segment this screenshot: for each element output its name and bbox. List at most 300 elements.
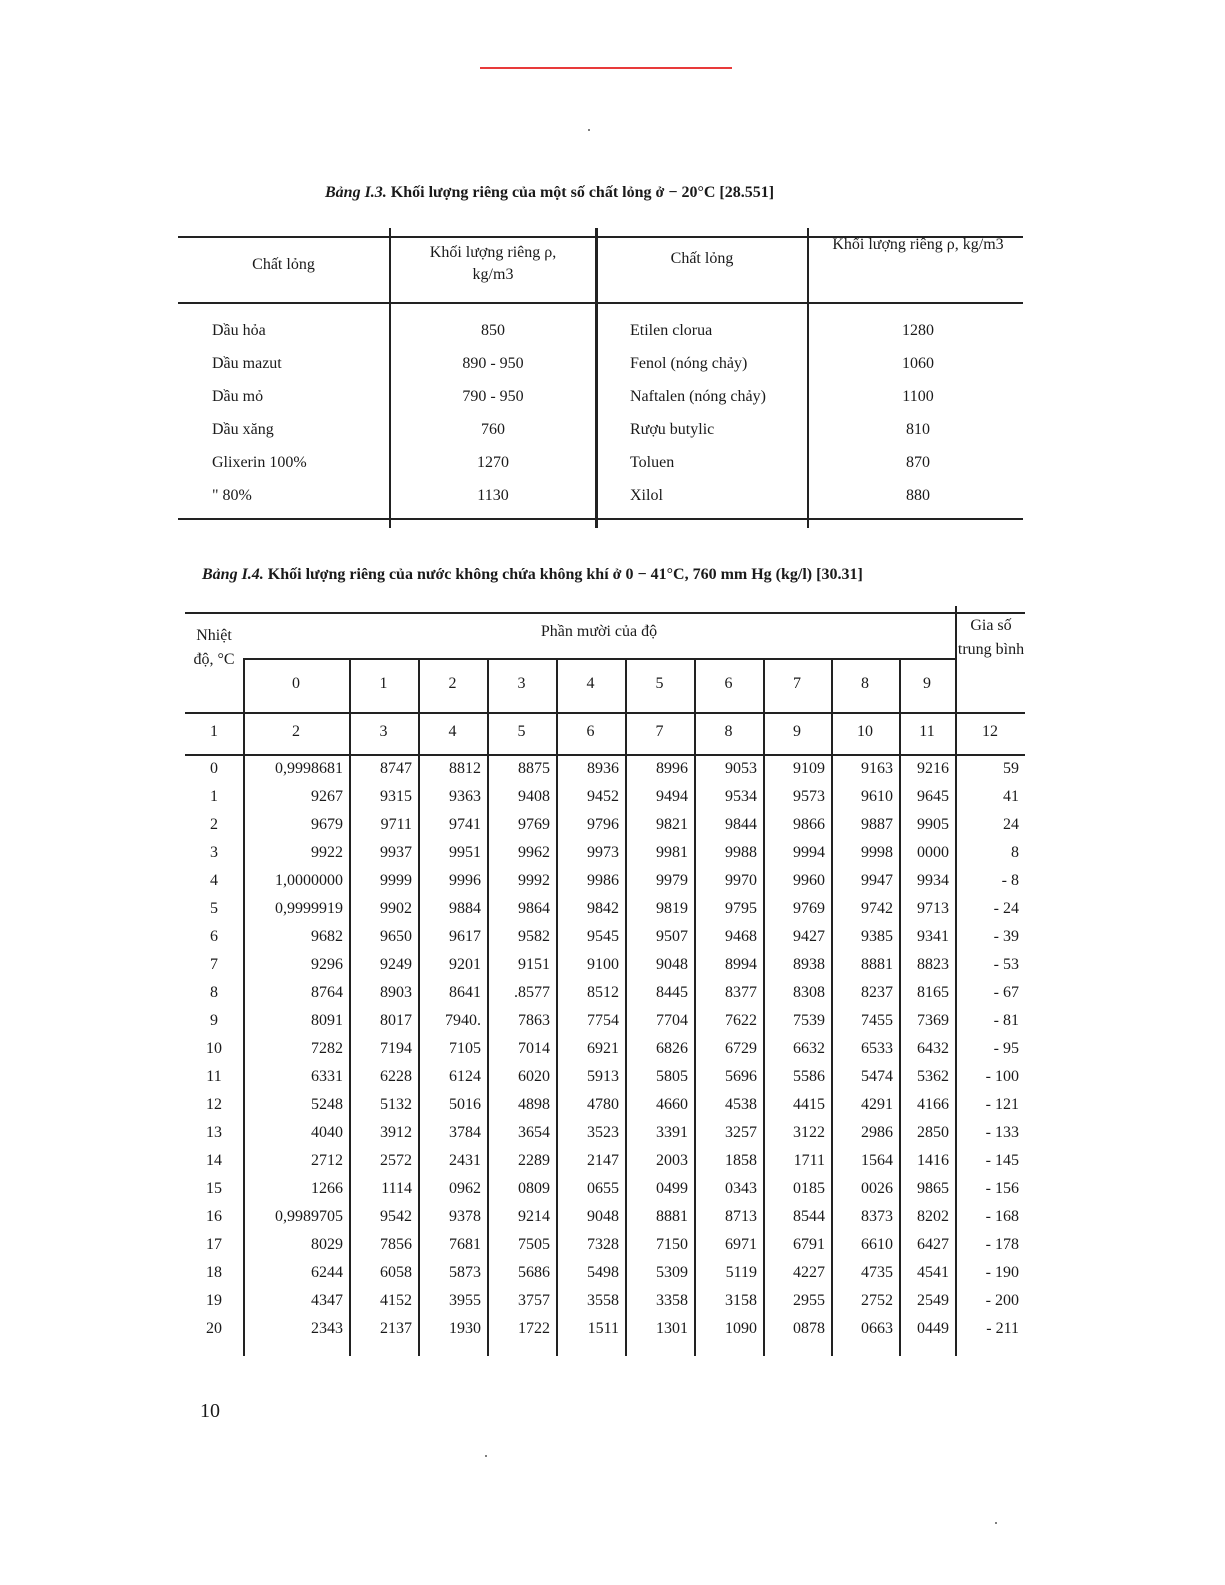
table14-temperature: 2: [210, 816, 218, 833]
table14-density: 1301: [656, 1320, 688, 1337]
table13-header: Khối lượng riêng ρ, kg/m3: [832, 236, 1004, 253]
table14-density: 6331: [311, 1068, 343, 1085]
table14-density: 7704: [656, 1012, 688, 1029]
table13-cell: 1100: [902, 388, 934, 405]
table14-temperature: 10: [206, 1040, 222, 1057]
table14-density: 3912: [380, 1124, 412, 1141]
table14-density: 5498: [587, 1264, 619, 1281]
table14-density: 9937: [380, 844, 412, 861]
table14-density: 7194: [380, 1040, 412, 1057]
table14-increment: - 121: [985, 1096, 1019, 1113]
table14-increment: - 39: [993, 928, 1019, 945]
table14-density: 8017: [380, 1012, 412, 1029]
table14-density: 8373: [861, 1208, 893, 1225]
table14-temperature: 15: [206, 1180, 222, 1197]
table14-density: 2549: [917, 1292, 949, 1309]
table14-increment: 59: [1003, 760, 1019, 777]
table14-density: 4898: [518, 1096, 550, 1113]
table13-caption-text: Khối lượng riêng của một số chất lỏng ở − 20°C [28.551]: [390, 184, 775, 201]
table14-temperature: 1: [210, 788, 218, 805]
table13: [178, 228, 1023, 528]
table14-density: 3122: [793, 1124, 825, 1141]
table13-cell: Naftalen (nóng chảy): [630, 388, 766, 405]
table14-column-number: 4: [448, 723, 457, 740]
speck: [995, 1522, 997, 1524]
table14-increment: - 178: [985, 1236, 1019, 1253]
table14-temperature: 16: [206, 1208, 222, 1225]
table14-density: 2147: [587, 1152, 619, 1169]
table14-density: 8875: [518, 760, 550, 777]
table14-density: 9249: [380, 956, 412, 973]
table14-density: 9742: [861, 900, 893, 917]
table14-density: 8377: [725, 984, 757, 1001]
table14-density: 6020: [518, 1068, 550, 1085]
table13-caption: [325, 184, 774, 202]
table14-column-number: 2: [292, 723, 300, 740]
table14-column-number: 5: [517, 723, 526, 740]
table14-temperature: 14: [206, 1152, 222, 1169]
table14-temperature: 8: [210, 984, 218, 1001]
table14-density: .8577: [514, 984, 550, 1001]
table14-density: 9315: [380, 788, 412, 805]
table14-density: 9865: [917, 1180, 949, 1197]
table14-density: 8713: [725, 1208, 757, 1225]
table14-density: 6791: [793, 1236, 825, 1253]
table14-density: 9962: [518, 844, 550, 861]
table14-density: 0655: [587, 1180, 619, 1197]
table14-header-temp: Nhiệt độ, °C: [193, 627, 235, 668]
table14-column-number: 6: [586, 723, 595, 740]
speck: [588, 129, 590, 131]
table14-density: 5586: [793, 1068, 825, 1085]
table14-density: 0343: [725, 1180, 757, 1197]
table14-density: 1711: [793, 1152, 825, 1169]
table14-density: 3158: [725, 1292, 757, 1309]
table14-density: 9795: [725, 900, 757, 917]
table14-density: 4152: [380, 1292, 412, 1309]
table14-tenth-header: 0: [292, 675, 300, 692]
table14-density: 9992: [518, 872, 550, 889]
table13-cell: " 80%: [212, 487, 252, 504]
table14-density: 8936: [587, 760, 619, 777]
table14-density: 6971: [725, 1236, 757, 1253]
table14-density: 7539: [793, 1012, 825, 1029]
table13-cell: Rượu butylic: [630, 421, 715, 438]
table14-density: 3955: [449, 1292, 481, 1309]
table13-bottom-rule: [178, 518, 1023, 520]
table14-temperature: 18: [206, 1264, 222, 1281]
table14-density: 5248: [311, 1096, 343, 1113]
table13-cell: 760: [481, 421, 505, 438]
table13-cell: 880: [906, 487, 930, 504]
table14-density: 6921: [587, 1040, 619, 1057]
table14-density: 9947: [861, 872, 893, 889]
table13-header-rule: [178, 302, 1023, 304]
table14-density: 9610: [861, 788, 893, 805]
table14-temperature: 20: [206, 1320, 222, 1337]
table14-caption-label: Bảng I.4.: [202, 566, 264, 583]
table14-density: 5913: [587, 1068, 619, 1085]
table14-density: 2712: [311, 1152, 343, 1169]
table14-column-number: 12: [982, 723, 998, 740]
table13-cell: 890 - 950: [462, 355, 524, 372]
table14-density: 9201: [449, 956, 481, 973]
table13-caption-label: Bảng I.3.: [325, 184, 387, 201]
table14: [185, 606, 1025, 1356]
table14-density: 6610: [861, 1236, 893, 1253]
table14-density: 0962: [449, 1180, 481, 1197]
table13-cell: Toluen: [630, 454, 675, 471]
table14-density: 8091: [311, 1012, 343, 1029]
table14-density: 9970: [725, 872, 757, 889]
table14-increment: 41: [1003, 788, 1019, 805]
table14-density: 1090: [725, 1320, 757, 1337]
table14-increment: 24: [1003, 816, 1019, 833]
table14-density: 2955: [793, 1292, 825, 1309]
table14-density: 8881: [861, 956, 893, 973]
table14-density: 3654: [518, 1124, 550, 1141]
table14-density: 1930: [449, 1320, 481, 1337]
table14-tenth-header: 9: [923, 675, 931, 692]
table14-density: 9048: [587, 1208, 619, 1225]
table14-density: 3358: [656, 1292, 688, 1309]
table13-cell: 1130: [477, 487, 509, 504]
speck: [485, 1455, 487, 1457]
table14-density: 5805: [656, 1068, 688, 1085]
table14-density: 8996: [656, 760, 688, 777]
table14-increment: - 67: [993, 984, 1019, 1001]
table14-increment: - 95: [993, 1040, 1019, 1057]
table14-tenth-header: 8: [861, 675, 869, 692]
table13-cell: 870: [906, 454, 930, 471]
table14-density: 9341: [917, 928, 949, 945]
table13-cell: Dầu xăng: [212, 421, 274, 438]
table14-density: 6244: [311, 1264, 343, 1281]
table14-density: 8823: [917, 956, 949, 973]
table14-density: 9998: [861, 844, 893, 861]
table13-cell: 850: [481, 322, 505, 339]
table14-density: 2003: [656, 1152, 688, 1169]
table14-density: 9100: [587, 956, 619, 973]
table13-cell: Xilol: [630, 487, 663, 504]
table14-temperature: 19: [206, 1292, 222, 1309]
table14-density: 4291: [861, 1096, 893, 1113]
table14-density: 9363: [449, 788, 481, 805]
table14-temperature: 5: [210, 900, 218, 917]
table13-cell: Dầu mỏ: [212, 388, 264, 405]
table14-density: 2986: [861, 1124, 893, 1141]
table14-density: 1,0000000: [275, 872, 343, 889]
table14-density: 2289: [518, 1152, 550, 1169]
table14-column-number: 10: [857, 723, 873, 740]
table13-cell: Dầu hỏa: [212, 322, 266, 339]
table14-density: 9986: [587, 872, 619, 889]
table14-density: 7863: [518, 1012, 550, 1029]
table14-density: 6729: [725, 1040, 757, 1057]
table14-density: 9922: [311, 844, 343, 861]
table14-density: 7754: [587, 1012, 619, 1029]
table14-density: 9711: [380, 816, 412, 833]
table13-cell: Fenol (nóng chảy): [630, 355, 748, 372]
table14-density: 4541: [917, 1264, 949, 1281]
table14-density: 0809: [518, 1180, 550, 1197]
table14-density: 1564: [861, 1152, 893, 1169]
table14-density: 9385: [861, 928, 893, 945]
table13-header: Khối lượng riêng ρ, kg/m3: [429, 244, 557, 283]
table14-density: 9545: [587, 928, 619, 945]
table14-caption: [202, 566, 863, 584]
table14-density: 9979: [656, 872, 688, 889]
table14-density: 6632: [793, 1040, 825, 1057]
table14-density: 3391: [656, 1124, 688, 1141]
table14-density: 6058: [380, 1264, 412, 1281]
table14-column-number: 3: [379, 723, 388, 740]
table14-density: 9048: [656, 956, 688, 973]
table13-cell: 1270: [477, 454, 509, 471]
table14-density: 1114: [381, 1180, 412, 1197]
table14-tenth-header: 2: [448, 675, 457, 692]
table13-cell: Etilen clorua: [630, 322, 713, 339]
table14-density: 5309: [656, 1264, 688, 1281]
table14-density: 9951: [449, 844, 481, 861]
table14-density: 8165: [917, 984, 949, 1001]
table14-density: 7150: [656, 1236, 688, 1253]
table14-density: 9645: [917, 788, 949, 805]
table14-header-increment: Gia số trung bình: [957, 617, 1025, 658]
table14-density: 8544: [793, 1208, 825, 1225]
table14-density: 5016: [449, 1096, 481, 1113]
table14-density: 9996: [449, 872, 481, 889]
table14-density: 9151: [518, 956, 550, 973]
table14-density: 3257: [725, 1124, 757, 1141]
table14-temperature: 11: [206, 1068, 222, 1085]
table14-tenth-header: 6: [724, 675, 733, 692]
table14-increment: - 145: [985, 1152, 1019, 1169]
table14-density: 9542: [380, 1208, 412, 1225]
table14-increment: - 156: [985, 1180, 1019, 1197]
table13-cell: 1060: [902, 355, 934, 372]
table14-density: 8938: [793, 956, 825, 973]
table14-density: 7014: [518, 1040, 550, 1057]
table14-density: 8202: [917, 1208, 949, 1225]
table14-temperature: 3: [210, 844, 218, 861]
table13-cell: 1280: [902, 322, 934, 339]
table14-density: 9109: [793, 760, 825, 777]
table14-density: 4347: [311, 1292, 343, 1309]
table14-density: 9216: [917, 760, 949, 777]
table14-density: 0449: [917, 1320, 949, 1337]
table14-density: 9973: [587, 844, 619, 861]
table14-density: 8641: [449, 984, 481, 1001]
table14-density: 9819: [656, 900, 688, 917]
table14-density: 9934: [917, 872, 949, 889]
table14-density: 5873: [449, 1264, 481, 1281]
table14-density: 8029: [311, 1236, 343, 1253]
table14-density: 8812: [449, 760, 481, 777]
table14-density: 8764: [311, 984, 343, 1001]
table14-density: 9452: [587, 788, 619, 805]
table13-divider: [595, 228, 598, 528]
table14-tenth-header: 5: [655, 675, 664, 692]
table14-density: 9163: [861, 760, 893, 777]
table14-temperature: 6: [210, 928, 218, 945]
table14-density: 8994: [725, 956, 757, 973]
table14-density: 6533: [861, 1040, 893, 1057]
table14-density: 6124: [449, 1068, 481, 1085]
table14-column-number: 1: [210, 723, 218, 740]
table14-density: 1722: [518, 1320, 550, 1337]
table14-column-number: 8: [724, 723, 733, 740]
table14-density: 4660: [656, 1096, 688, 1113]
table14-density: 7282: [311, 1040, 343, 1057]
table14-increment: - 211: [986, 1320, 1019, 1337]
table14-density: 4040: [311, 1124, 343, 1141]
table14-increment: - 24: [993, 900, 1019, 917]
table14-temperature: 9: [210, 1012, 218, 1029]
table14-density: 8237: [861, 984, 893, 1001]
table14-column-number: 9: [793, 723, 801, 740]
table14-density: 3757: [518, 1292, 550, 1309]
table14-density: 6427: [917, 1236, 949, 1253]
table14-tenth-header: 3: [517, 675, 526, 692]
table14-density: 9994: [793, 844, 825, 861]
table13-divider: [807, 228, 809, 528]
table14-density: 9296: [311, 956, 343, 973]
table14-density: 9769: [793, 900, 825, 917]
table14-density: 9741: [449, 816, 481, 833]
table14-temperature: 13: [206, 1124, 222, 1141]
table14-density: 3558: [587, 1292, 619, 1309]
table14-density: 2572: [380, 1152, 412, 1169]
table14-density: 1511: [587, 1320, 619, 1337]
table14-column-number: 11: [919, 723, 935, 740]
table14-density: 4227: [793, 1264, 825, 1281]
table14-density: 2137: [380, 1320, 412, 1337]
table14-density: 8903: [380, 984, 412, 1001]
table14-density: 0,9989705: [275, 1208, 343, 1225]
table14-temperature: 7: [210, 956, 218, 973]
table14-density: 8881: [656, 1208, 688, 1225]
table14-temperature: 17: [206, 1236, 222, 1253]
table13-cell: Dầu mazut: [212, 355, 282, 372]
table14-density: 9981: [656, 844, 688, 861]
table14-increment: - 81: [993, 1012, 1019, 1029]
table14-density: 9902: [380, 900, 412, 917]
table14-density: 4166: [917, 1096, 949, 1113]
table14-density: 3523: [587, 1124, 619, 1141]
table14-density: 9682: [311, 928, 343, 945]
table14-density: 2343: [311, 1320, 343, 1337]
table14-density: 6826: [656, 1040, 688, 1057]
table14-density: 7681: [449, 1236, 481, 1253]
table14-density: 9427: [793, 928, 825, 945]
table14-increment: - 168: [985, 1208, 1019, 1225]
table14-density: 5132: [380, 1096, 412, 1113]
table14-temperature: 12: [206, 1096, 222, 1113]
top-red-rule: [480, 67, 732, 69]
table14-tenth-header: 7: [793, 675, 801, 692]
table14-density: 4735: [861, 1264, 893, 1281]
table14-increment: - 53: [993, 956, 1019, 973]
table14-density: 9884: [449, 900, 481, 917]
table14-density: 9408: [518, 788, 550, 805]
table14-density: 0000: [917, 844, 949, 861]
table14-density: 1416: [917, 1152, 949, 1169]
table14-density: 4780: [587, 1096, 619, 1113]
table14-density: 5362: [917, 1068, 949, 1085]
table14-tenth-header: 1: [379, 675, 388, 692]
table14-density: 7105: [449, 1040, 481, 1057]
table14-density: 6228: [380, 1068, 412, 1085]
table14-density: 9214: [518, 1208, 550, 1225]
table14-density: 9494: [656, 788, 688, 805]
table14-density: 9887: [861, 816, 893, 833]
table14-density: 6432: [917, 1040, 949, 1057]
table14-density: 0185: [793, 1180, 825, 1197]
table14-density: 7622: [725, 1012, 757, 1029]
table14-density: 0663: [861, 1320, 893, 1337]
table14-density: 8445: [656, 984, 688, 1001]
table14-density: 9053: [725, 760, 757, 777]
table14-density: 9864: [518, 900, 550, 917]
table14-density: 8308: [793, 984, 825, 1001]
table14-density: 9905: [917, 816, 949, 833]
table14-header-group: Phần mười của độ: [540, 623, 658, 640]
table14-density: 9769: [518, 816, 550, 833]
table14-density: 1858: [725, 1152, 757, 1169]
table14-density: 9796: [587, 816, 619, 833]
table14-density: 9713: [917, 900, 949, 917]
table14-density: 0878: [793, 1320, 825, 1337]
table14-increment: 8: [1011, 844, 1019, 861]
table14-increment: - 190: [985, 1264, 1019, 1281]
table14-increment: - 133: [985, 1124, 1019, 1141]
table14-density: 9866: [793, 816, 825, 833]
table13-cell: 790 - 950: [462, 388, 524, 405]
table14-density: 8747: [380, 760, 412, 777]
table13-cell: 810: [906, 421, 930, 438]
table14-density: 7455: [861, 1012, 893, 1029]
table14-density: 4415: [793, 1096, 825, 1113]
page-number: 10: [200, 1400, 220, 1422]
table14-increment: - 200: [985, 1292, 1019, 1309]
table13-cell: Glixerin 100%: [212, 454, 307, 471]
table14-column-number: 7: [655, 723, 664, 740]
table14-density: 9534: [725, 788, 757, 805]
table14-increment: - 100: [985, 1068, 1019, 1085]
table14-density: 5119: [725, 1264, 757, 1281]
table14-density: 0,9999919: [275, 900, 343, 917]
table14-density: 0499: [656, 1180, 688, 1197]
table13-header: Chất lỏng: [670, 250, 734, 267]
table14-tenth-header: 4: [586, 675, 595, 692]
table14-density: 1266: [311, 1180, 343, 1197]
table14-density: 5686: [518, 1264, 550, 1281]
table14-density: 5474: [861, 1068, 893, 1085]
table14-density: 9679: [311, 816, 343, 833]
table14-density: 7369: [917, 1012, 949, 1029]
table14-density: 7505: [518, 1236, 550, 1253]
table14-caption-text: Khối lượng riêng của nước không chứa không khí ở 0 − 41°C, 760 mm Hg (kg/l) [30.31]: [267, 566, 863, 583]
table14-density: 9507: [656, 928, 688, 945]
table14-temperature: 4: [210, 872, 218, 889]
table14-density: 9617: [449, 928, 481, 945]
table14-temperature: 0: [210, 760, 218, 777]
table14-density: 7856: [380, 1236, 412, 1253]
table14-density: 9988: [725, 844, 757, 861]
table14-density: 2431: [449, 1152, 481, 1169]
table14-density: 9378: [449, 1208, 481, 1225]
